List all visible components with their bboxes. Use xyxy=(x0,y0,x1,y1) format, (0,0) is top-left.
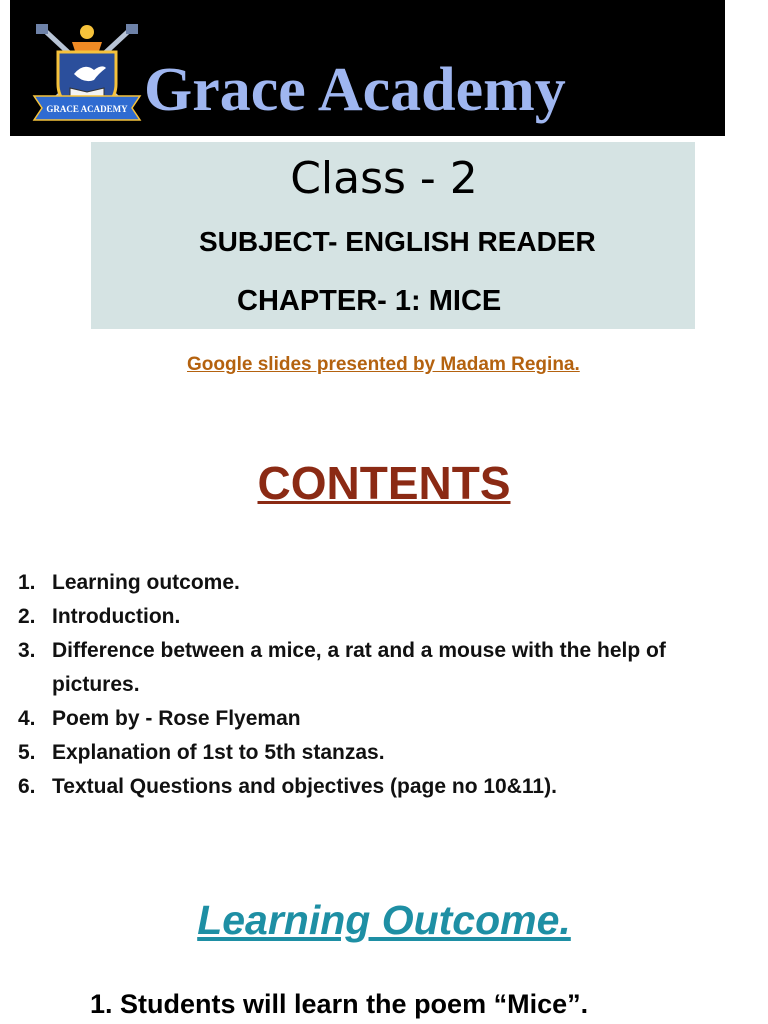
item-number: 6. xyxy=(18,775,36,798)
subject-title: SUBJECT- ENGLISH READER xyxy=(199,226,596,257)
item-text: Difference between a mice, a rat and a mouse with the help of pictures. xyxy=(52,639,666,696)
item-number: 2. xyxy=(18,605,36,628)
header-banner xyxy=(10,0,725,136)
item-text: Poem by - Rose Flyeman xyxy=(52,707,301,730)
chapter-title: CHAPTER- 1: MICE xyxy=(237,285,502,317)
contents-list xyxy=(18,566,738,804)
list-item xyxy=(18,736,738,770)
list-item xyxy=(18,702,738,736)
item-text: Explanation of 1st to 5th stanzas. xyxy=(52,741,385,764)
svg-text:GRACE ACADEMY: GRACE ACADEMY xyxy=(46,104,128,114)
item-number: 4. xyxy=(18,707,36,730)
item-number: 5. xyxy=(18,741,36,764)
learning-outcome-heading: Learning Outcome. xyxy=(197,897,571,943)
learning-outcome-item: 1. Students will learn the poem “Mice”. xyxy=(90,989,589,1019)
list-item xyxy=(18,566,738,600)
item-text: Introduction. xyxy=(52,605,181,628)
list-item xyxy=(18,634,738,702)
contents-heading: CONTENTS xyxy=(257,457,511,509)
school-name: Grace Academy xyxy=(144,56,566,124)
class-title: Class - 2 xyxy=(290,153,478,204)
list-item xyxy=(18,770,738,804)
credit-link[interactable]: Google slides presented by Madam Regina. xyxy=(187,354,580,375)
list-item xyxy=(18,600,738,634)
school-crest-icon xyxy=(28,22,146,126)
item-text: Textual Questions and objectives (page no 10&11). xyxy=(52,775,557,798)
item-text: Learning outcome. xyxy=(52,571,240,594)
item-number: 3. xyxy=(18,639,36,662)
item-number: 1. xyxy=(18,571,36,594)
